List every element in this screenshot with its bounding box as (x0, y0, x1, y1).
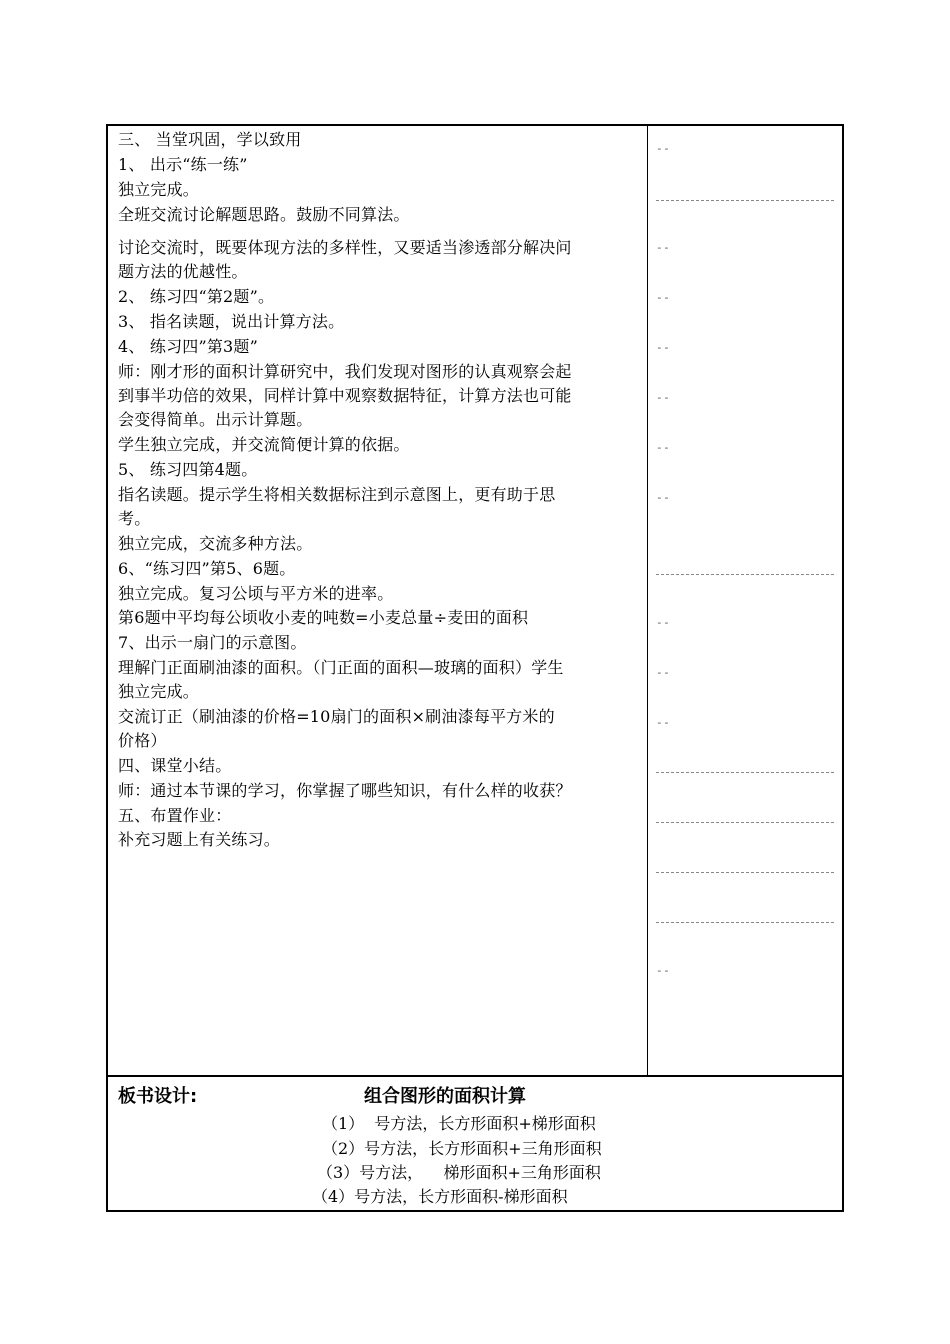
board-line: （4）号方法，长方形面积-梯形面积 (312, 1187, 568, 1206)
placeholder-mark: -- (656, 142, 671, 155)
content-line: 会变得简单。出示计算题。 (118, 410, 313, 429)
content-line: 价格） (118, 731, 167, 750)
content-line: 三、 当堂巩固，学以致用 (118, 130, 302, 149)
dashed-divider (656, 922, 834, 923)
content-line: 5、 练习四第4题。 (118, 460, 258, 479)
content-line: 指名读题。提示学生将相关数据标注到示意图上，更有助于思 (118, 485, 556, 504)
content-line: 第6题中平均每公顷收小麦的吨数=小麦总量÷麦田的面积 (118, 608, 529, 627)
content-line: 理解门正面刷油漆的面积。（门正面的面积—玻璃的面积）学生 (118, 658, 564, 677)
notes-cell (648, 126, 842, 1075)
lesson-content-cell (108, 126, 648, 1075)
placeholder-mark: -- (656, 441, 671, 454)
content-line: 独立完成。 (118, 682, 200, 701)
content-line: 师：通过本节课的学习，你掌握了哪些知识，有什么样的收获？ (118, 781, 572, 800)
content-line: 交流订正（刷油漆的价格=10扇门的面积×刷油漆每平方米的 (118, 707, 555, 726)
content-line: 师：刚才形的面积计算研究中，我们发现对图形的认真观察会起 (118, 362, 572, 381)
placeholder-mark: -- (656, 241, 671, 254)
placeholder-mark: -- (656, 341, 671, 354)
board-design-cell (108, 1075, 842, 1210)
content-line: 4、 练习四”第3题” (118, 337, 259, 356)
board-line: （3）号方法， 梯形面积+三角形面积 (317, 1163, 601, 1182)
content-line: 五、布置作业： (118, 806, 232, 825)
content-line: 全班交流讨论解题思路。鼓励不同算法。 (118, 205, 410, 224)
content-line: 到事半功倍的效果，同样计算中观察数据特征，计算方法也可能 (118, 386, 572, 405)
board-line: （1） 号方法，长方形面积+梯形面积 (322, 1114, 596, 1133)
placeholder-mark: -- (656, 666, 671, 679)
content-line: 四、课堂小结。 (118, 756, 232, 775)
dashed-divider (656, 772, 834, 773)
board-design-title: 组合图形的面积计算 (364, 1086, 526, 1107)
placeholder-mark: -- (656, 964, 671, 977)
content-line: 题方法的优越性。 (118, 262, 248, 281)
content-line: 3、 指名读题，说出计算方法。 (118, 312, 345, 331)
content-line: 2、 练习四“第2题”。 (118, 287, 275, 306)
dashed-divider (656, 872, 834, 873)
content-line: 讨论交流时，既要体现方法的多样性，又要适当渗透部分解决问 (118, 238, 572, 257)
dashed-divider (656, 822, 834, 823)
placeholder-mark: -- (656, 616, 671, 629)
dashed-divider (656, 200, 834, 201)
placeholder-mark: -- (656, 291, 671, 304)
content-line: 考。 (118, 509, 151, 528)
content-line: 补充习题上有关练习。 (118, 830, 281, 849)
content-line: 7、出示一扇门的示意图。 (118, 633, 307, 652)
content-line: 独立完成，交流多种方法。 (118, 534, 313, 553)
content-line: 6、“练习四”第5、6题。 (118, 559, 296, 578)
content-line: 独立完成。复习公顷与平方米的进率。 (118, 584, 394, 603)
placeholder-mark: -- (656, 391, 671, 404)
lesson-plan-table (106, 124, 844, 1212)
board-line: （2）号方法，长方形面积+三角形面积 (322, 1139, 602, 1158)
dashed-divider (656, 574, 834, 575)
board-design-label: 板书设计: (118, 1086, 198, 1107)
placeholder-mark: -- (656, 491, 671, 504)
content-line: 学生独立完成，并交流简便计算的依据。 (118, 435, 410, 454)
content-line: 1、 出示“练一练” (118, 155, 248, 174)
content-line: 独立完成。 (118, 180, 200, 199)
placeholder-mark: -- (656, 716, 671, 729)
